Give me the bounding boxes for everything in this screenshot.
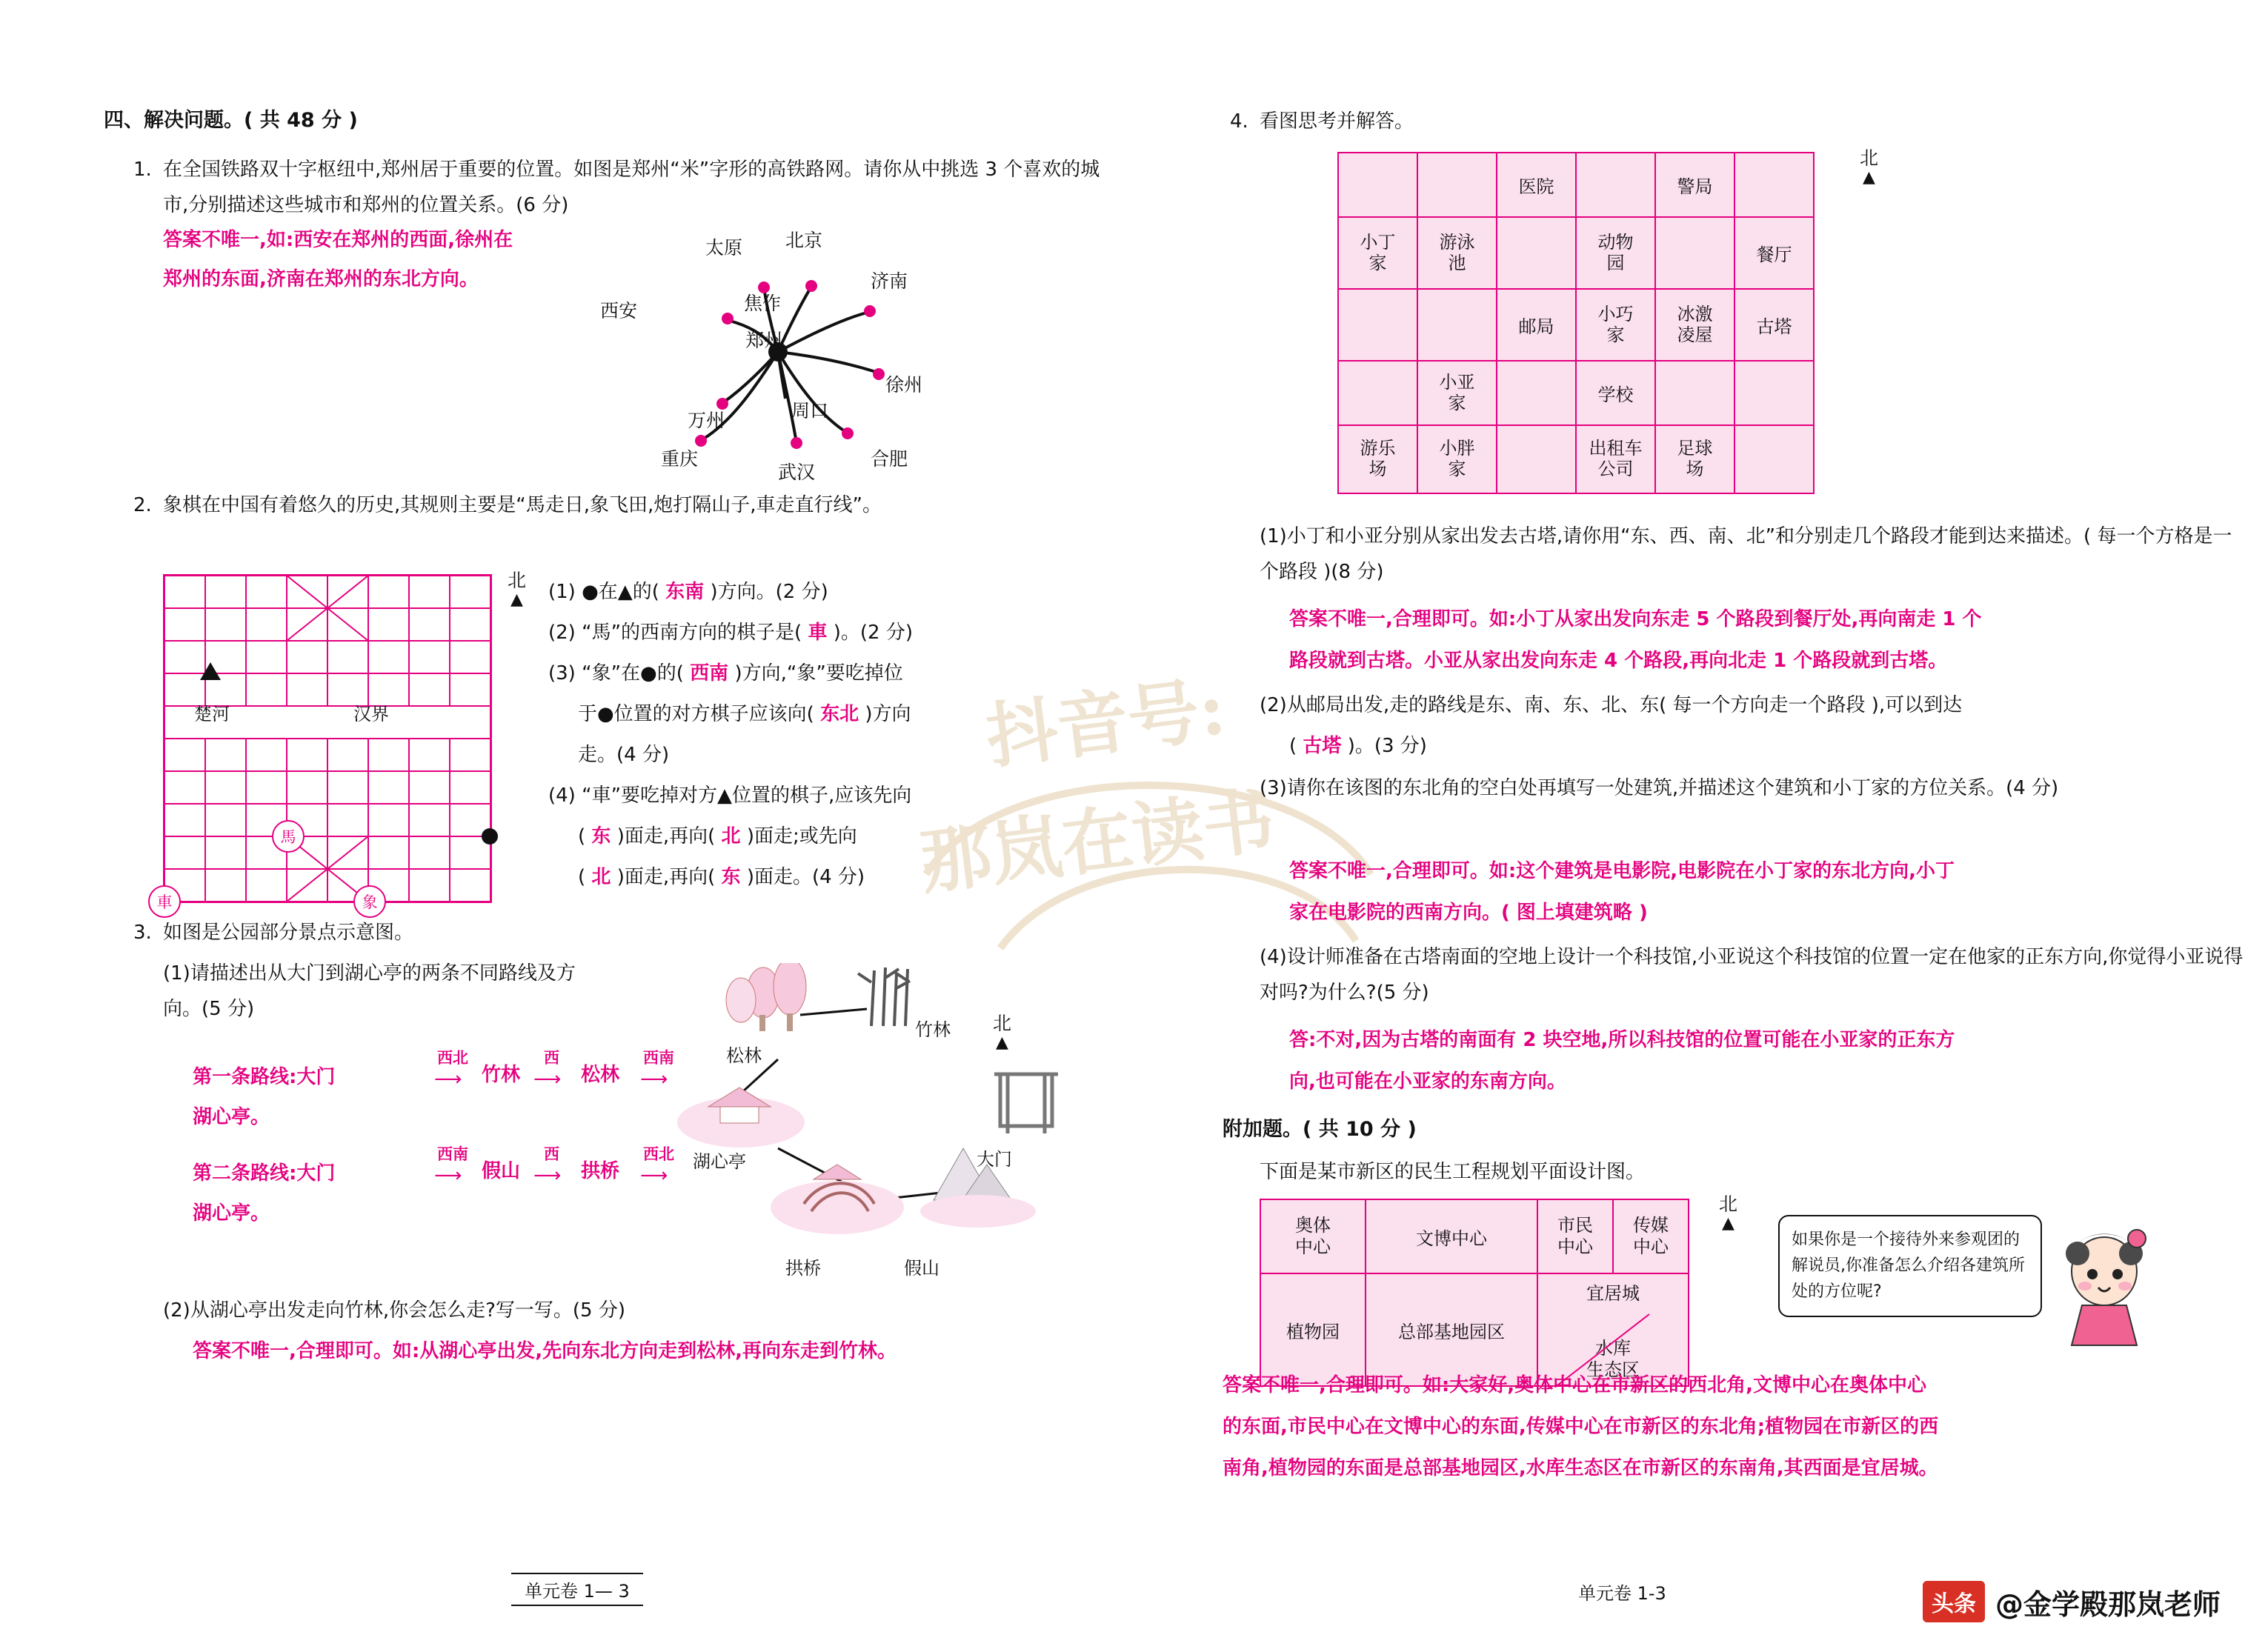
scene-label-jiashan: 假山	[904, 1258, 939, 1279]
route-1-n4: 湖心亭。	[193, 1106, 270, 1128]
route-1-arrow-1: ⟶	[434, 1068, 462, 1090]
plan-cell-aoti: 奥体 中心	[1260, 1199, 1366, 1273]
speech-bubble: 如果你是一个接待外来参观团的解说员,你准备怎么介绍各建筑所处的方位呢?	[1778, 1215, 2042, 1317]
extra-answer-line-3: 南角,植物园的东面是总部基地园区,水库生态区在市新区的东南角,其西面是宜居城。	[1223, 1457, 1938, 1479]
city-label-xuzhou: 徐州	[885, 374, 923, 396]
city-label-jinan: 济南	[871, 270, 908, 292]
chess-piece-xiang: 象	[353, 885, 386, 918]
cell-r4c1	[1338, 361, 1417, 425]
q2-i4b-answer-2: 北	[721, 825, 741, 847]
route-2-dir-label-1: 西南	[437, 1145, 468, 1163]
q2-i4b-mid: )面走,再向(	[616, 825, 716, 847]
cell-r1c4	[1576, 153, 1655, 217]
question-2-number: 2.	[133, 494, 152, 516]
question-4-sub-2-answer-row	[1289, 728, 1427, 764]
scene-label-gongqiao: 拱桥	[785, 1258, 821, 1279]
route-1-label: 第一条路线:	[193, 1066, 297, 1088]
cell-r4c5	[1655, 361, 1734, 425]
cell-r1c2	[1417, 153, 1497, 217]
watermark-line-2: 那岚在读书	[915, 778, 1279, 905]
route-2-dir-label-3: 西北	[643, 1145, 674, 1163]
route-1-arrow-3: ⟶	[640, 1068, 668, 1090]
cell-r5c4: 出租车 公司	[1576, 425, 1655, 493]
q2-i4b-pre: (	[578, 825, 586, 847]
route-2-n2: 假山	[482, 1160, 521, 1182]
q2-i2-no: (2)	[548, 622, 576, 644]
watermark-line-1: 抖音号:	[982, 666, 1230, 779]
q2-i3b-pre: 于●位置的对方棋子应该向(	[578, 703, 814, 725]
city-label-beijing: 北京	[785, 230, 823, 251]
q4-grid-table	[1337, 152, 1815, 494]
footer-right: 单元卷 1-3	[1578, 1583, 1666, 1604]
q2-i3-post: )方向,“象”要吃掉位	[734, 662, 903, 685]
plan-label-shuiku: 水库 生态区	[1586, 1338, 1640, 1381]
north-label-q4: 北	[1860, 147, 1879, 169]
question-4-sub-4: (4)设计师准备在古塔南面的空地上设计一个科技馆,小亚说这个科技馆的位置一定在他家的正东方向,你觉得小亚说得对吗?为什么?(5 分)	[1260, 946, 2244, 1005]
route-2-n4: 湖心亭。	[193, 1202, 270, 1225]
q2-i3-pre: “象”在●的(	[582, 662, 684, 685]
plan-cell-zongbu: 总部基地园区	[1366, 1273, 1537, 1386]
north-arrow-icon-q4: ▲	[1863, 167, 1875, 187]
cell-r5c1: 游乐 场	[1338, 425, 1417, 493]
question-2-text: 象棋在中国有着悠久的历史,其规则主要是“馬走日,象飞田,炮打隔山子,車走直行线”。	[163, 494, 882, 516]
cell-r2c3	[1497, 217, 1576, 289]
board-label-chuhe: 楚河	[194, 704, 230, 725]
q2-i2-answer: 車	[808, 622, 828, 644]
north-arrow-icon-extra: ▲	[1722, 1213, 1734, 1233]
city-label-zhoukou: 周口	[791, 400, 829, 422]
scene-label-huxinting: 湖心亭	[693, 1151, 746, 1172]
extra-answer-line-1: 答案不唯一,合理即可。如:大家好,奥体中心在市新区的西北角,文博中心在奥体中心	[1223, 1374, 1927, 1396]
route-1-dir-label-1: 西北	[437, 1049, 468, 1067]
north-label-extra: 北	[1719, 1193, 1738, 1215]
cell-r3c4: 小巧 家	[1576, 289, 1655, 361]
route-2-label: 第二条路线:	[193, 1162, 297, 1185]
question-2-item-3c: 走。(4 分)	[578, 744, 670, 766]
chess-piece-che: 車	[148, 885, 181, 918]
cell-r4c4: 学校	[1576, 361, 1655, 425]
question-4-answer-3-line-1: 答案不唯一,合理即可。如:这个建筑是电影院,电影院在小丁家的东北方向,小丁	[1289, 860, 1955, 882]
cell-r5c2: 小胖 家	[1417, 425, 1497, 493]
city-label-wanzhou: 万州	[688, 410, 725, 431]
question-4-sub-3: (3)请你在该图的东北角的空白处再填写一处建筑,并描述这个建筑和小丁家的方位关系。(4 分)	[1260, 777, 2059, 799]
plan-cell-zhiwuyuan: 植物园	[1260, 1273, 1366, 1386]
q2-i2-post: )。(2 分)	[833, 622, 913, 644]
q4-s2-answer: 古塔	[1303, 735, 1342, 757]
question-1-text: 在全国铁路双十字枢纽中,郑州居于重要的位置。如图是郑州“米”字形的高铁路网。请你从中挑选 3 个喜欢的城市,分别描述这些城市和郑州的位置关系。(6 分)	[163, 159, 1100, 217]
plan-label-yijucheng: 宜居城	[1586, 1283, 1640, 1304]
footer-left: 单元卷 1— 3	[511, 1573, 643, 1606]
section-title: 四、解决问题。( 共 48 分 )	[104, 109, 358, 132]
cell-r1c6	[1734, 153, 1814, 217]
extra-plan-table	[1260, 1199, 1689, 1387]
brand-account-name: @金学殿那岚老师	[1995, 1588, 2221, 1621]
cell-r3c1	[1338, 289, 1417, 361]
cell-r5c3	[1497, 425, 1576, 493]
board-label-hanjie: 汉界	[353, 704, 389, 725]
extra-answer-line-2: 的东面,市民中心在文博中心的东面,传媒中心在市新区的东北角;植物园在市新区的西	[1223, 1416, 1939, 1438]
extra-plan-map	[1260, 1199, 1689, 1387]
q2-i3-no: (3)	[548, 662, 576, 685]
north-indicator-q4	[1860, 148, 1878, 187]
question-4-answer-4-line-1: 答:不对,因为古塔的南面有 2 块空地,所以科技馆的位置可能在小亚家的正东方	[1289, 1029, 1955, 1051]
question-3-route-2	[193, 1156, 335, 1191]
q2-i4c-mid: )面走,再向(	[616, 866, 716, 888]
question-3-answer: 答案不唯一,合理即可。如:从湖心亭出发,先向东北方向走到松林,再向东走到竹林。	[193, 1340, 897, 1362]
route-1-arrow-2: ⟶	[533, 1068, 562, 1090]
scene-label-damen: 大门	[977, 1149, 1012, 1170]
city-label-xian: 西安	[600, 300, 638, 322]
chess-piece-ma: 馬	[272, 820, 305, 853]
q2-i1-no: (1)	[548, 581, 576, 603]
question-2-item-4b	[578, 819, 857, 854]
q4-s2-close: )。(3 分)	[1347, 735, 1427, 757]
q2-i4b-post: )面走;或先向	[746, 825, 857, 847]
cell-r3c6: 古塔	[1734, 289, 1814, 361]
table-row	[1260, 1199, 1689, 1273]
route-2-n1: 大门	[296, 1162, 336, 1185]
cell-r2c5	[1655, 217, 1734, 289]
table-row	[1338, 425, 1814, 493]
toutiao-badge: 头条	[1923, 1581, 1985, 1622]
north-indicator-chess	[508, 570, 526, 609]
route-1-dir-label-3: 西南	[643, 1049, 674, 1067]
city-label-jiaozuo: 焦作	[744, 293, 782, 314]
q2-i4c-post: )面走。(4 分)	[746, 866, 865, 888]
cell-r1c1	[1338, 153, 1417, 217]
board-marker-triangle	[200, 662, 221, 680]
q2-i4-pre: “車”要吃掉对方▲位置的棋子,应该先向	[582, 785, 912, 807]
cell-r3c2	[1417, 289, 1497, 361]
cell-r2c6: 餐厅	[1734, 217, 1814, 289]
question-3-route-1	[193, 1059, 335, 1095]
q2-i4-no: (4)	[548, 785, 576, 807]
question-2-item-4c	[578, 859, 865, 895]
route-2-arrow-2: ⟶	[533, 1165, 562, 1187]
chess-board	[156, 574, 492, 911]
table-row	[1338, 361, 1814, 425]
q2-i4c-pre: (	[578, 866, 586, 888]
north-arrow-icon-park: ▲	[996, 1033, 1008, 1052]
q4-grid-map	[1337, 152, 1815, 494]
question-4-answer-1-line-2: 路段就到古塔。小亚从家出发向东走 4 个路段,再向北走 1 个路段就到古塔。	[1289, 650, 1948, 672]
girl-character-icon	[2039, 1200, 2172, 1348]
north-arrow-icon: ▲	[510, 590, 523, 609]
question-4-answer-3-line-2: 家在电影院的西南方向。( 图上填建筑略 )	[1289, 902, 1648, 924]
route-1-n2: 竹林	[482, 1064, 521, 1086]
route-1-dir-label-2: 西	[544, 1049, 559, 1067]
q2-i4b-answer-1: 东	[591, 825, 611, 847]
question-4-answer-4-line-2: 向,也可能在小亚家的东南方向。	[1289, 1070, 1566, 1093]
question-4-answer-1-line-1: 答案不唯一,合理即可。如:小丁从家出发向东走 5 个路段到餐厅处,再向南走 1 个	[1289, 608, 1982, 630]
cell-r4c2: 小亚 家	[1417, 361, 1497, 425]
q4-s2-open: (	[1289, 735, 1297, 757]
city-label-hefei: 合肥	[871, 448, 908, 470]
city-label-taiyuan: 太原	[705, 237, 743, 259]
plan-cell-shimin: 市民 中心	[1537, 1199, 1613, 1273]
brand-watermark	[1923, 1581, 2221, 1622]
cell-r5c6	[1734, 425, 1814, 493]
q2-i3b-post: )方向	[865, 703, 911, 725]
route-1-n3: 松林	[581, 1064, 620, 1086]
extra-title: 附加题。( 共 10 分 )	[1223, 1118, 1417, 1141]
question-2-item-2	[548, 615, 913, 650]
plan-cell-wenbo: 文博中心	[1366, 1199, 1537, 1273]
north-indicator-park	[993, 1013, 1011, 1052]
q2-i1-answer: 东南	[665, 581, 705, 603]
q2-i3-answer: 西南	[690, 662, 729, 685]
question-4-text: 看图思考并解答。	[1260, 110, 1414, 133]
cell-r1c5: 警局	[1655, 153, 1734, 217]
scene-label-songlin: 松林	[726, 1045, 762, 1066]
question-2-item-3b	[578, 696, 911, 732]
question-1-answer-line-1: 答案不唯一,如:西安在郑州的西面,徐州在	[163, 229, 513, 251]
route-2-arrow-1: ⟶	[434, 1165, 462, 1187]
board-marker-dot	[482, 828, 498, 845]
cell-r5c5: 足球 场	[1655, 425, 1734, 493]
north-label-park: 北	[993, 1013, 1012, 1034]
question-4-sub-1: (1)小丁和小亚分别从家出发去古塔,请你用“东、西、南、北”和分别走几个路段才能到达来描述。( 每一个方格是一个路段 )(8 分)	[1260, 525, 2232, 584]
city-label-wuhan: 武汉	[778, 462, 816, 483]
q2-i4c-answer-1: 北	[591, 866, 611, 888]
city-label-chongqing: 重庆	[661, 448, 699, 470]
north-indicator-extra	[1719, 1194, 1737, 1233]
q2-i1-pre: ●在▲的(	[582, 581, 659, 603]
north-label: 北	[508, 570, 527, 591]
question-2-item-1	[548, 574, 828, 610]
extra-text: 下面是某市新区的民生工程规划平面设计图。	[1260, 1161, 1646, 1183]
question-3-sub-2: (2)从湖心亭出发走向竹林,你会怎么走?写一写。(5 分)	[163, 1299, 625, 1322]
cell-r2c4: 动物 园	[1576, 217, 1655, 289]
question-3-text: 如图是公园部分景点示意图。	[163, 922, 414, 944]
table-row	[1338, 289, 1814, 361]
route-2-arrow-3: ⟶	[640, 1165, 668, 1187]
question-2-item-4	[548, 778, 911, 813]
cell-r1c3: 医院	[1497, 153, 1576, 217]
q2-i1-post: )方向。(2 分)	[710, 581, 828, 603]
plan-cell-chuanmei: 传媒 中心	[1613, 1199, 1689, 1273]
question-1-number: 1.	[133, 159, 152, 181]
cell-r4c6	[1734, 361, 1814, 425]
route-2-dir-label-2: 西	[544, 1145, 559, 1163]
question-2-item-3	[548, 656, 903, 691]
table-row	[1338, 217, 1814, 289]
question-3-number: 3.	[133, 922, 152, 944]
city-label-zhengzhou: 郑州	[745, 330, 783, 351]
cell-r4c3	[1497, 361, 1576, 425]
cell-r3c3: 邮局	[1497, 289, 1576, 361]
q2-i2-pre: “馬”的西南方向的棋子是(	[582, 622, 802, 644]
scene-label-zhulin: 竹林	[915, 1019, 951, 1040]
route-2-n3: 拱桥	[581, 1160, 620, 1182]
cell-r2c2: 游泳 池	[1417, 217, 1497, 289]
cell-r3c5: 冰激 凌屋	[1655, 289, 1734, 361]
table-row	[1338, 153, 1814, 217]
route-1-n1: 大门	[296, 1066, 336, 1088]
q2-i4c-answer-2: 东	[721, 866, 741, 888]
question-3-sub-1: (1)请描述出从大门到湖心亭的两条不同路线及方向。(5 分)	[163, 962, 576, 1021]
question-1-answer-line-2: 郑州的东面,济南在郑州的东北方向。	[163, 268, 479, 290]
question-4-sub-2: (2)从邮局出发,走的路线是东、南、东、北、东( 每一个方向走一个路段 ),可以到达	[1260, 694, 1963, 716]
cell-r2c1: 小丁 家	[1338, 217, 1417, 289]
q2-i3b-answer: 东北	[820, 703, 859, 725]
question-4-number: 4.	[1230, 110, 1248, 133]
